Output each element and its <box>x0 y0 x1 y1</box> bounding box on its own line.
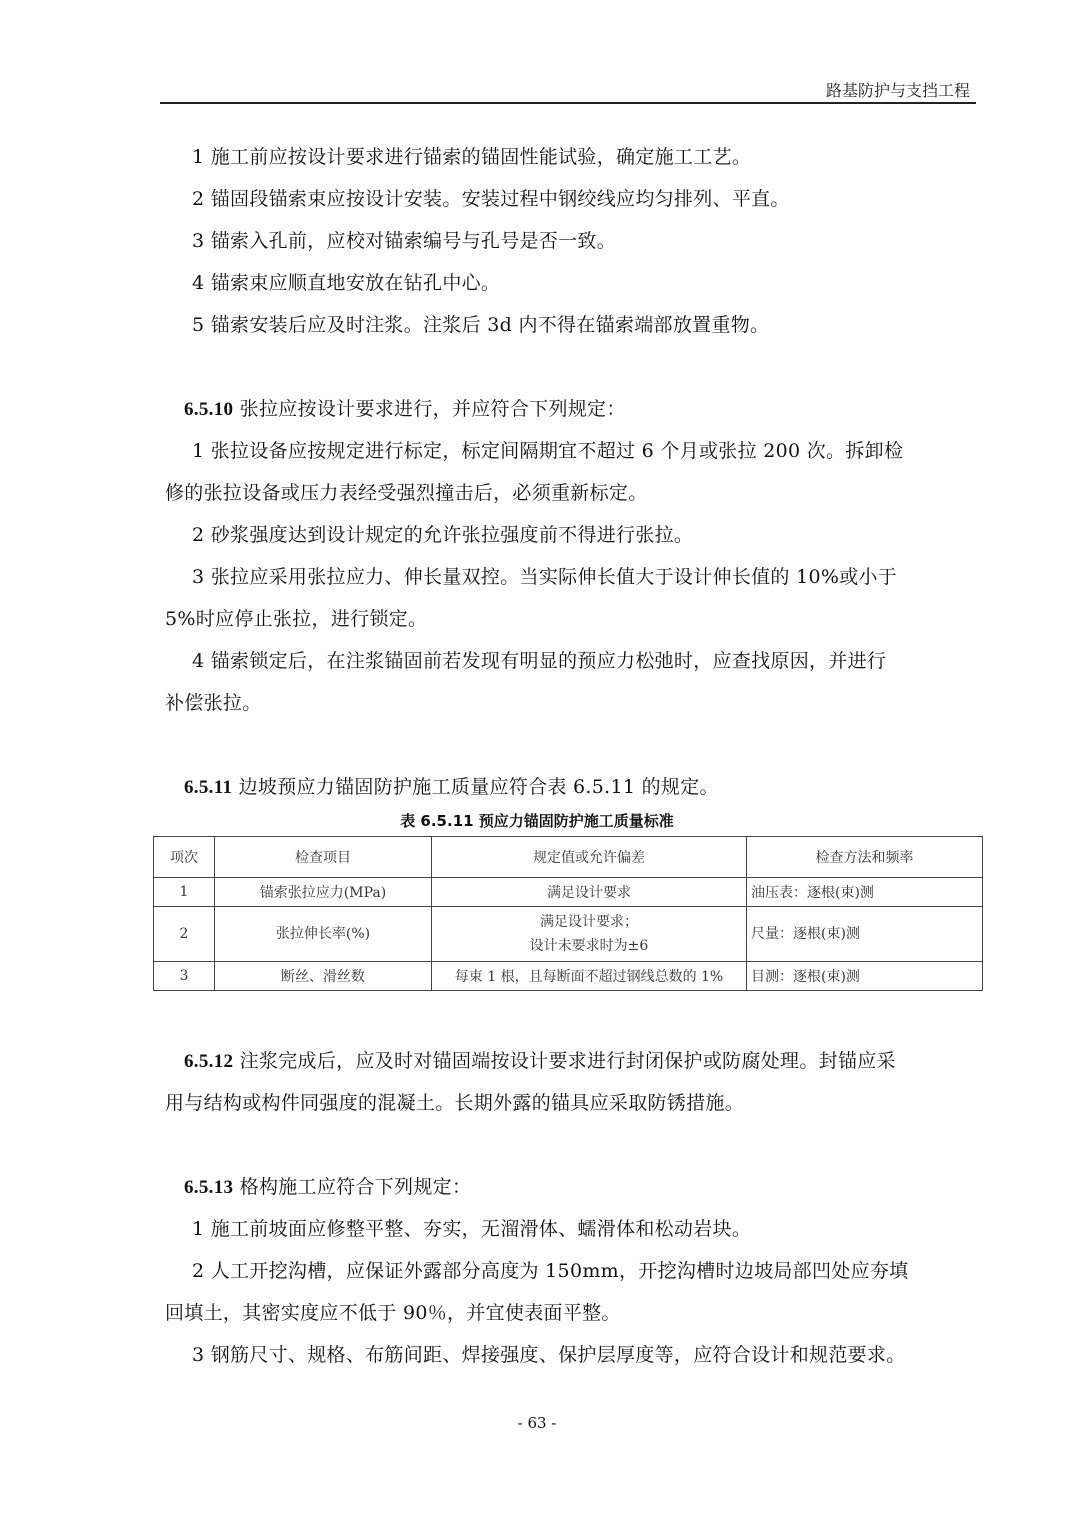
section-heading-6511 <box>184 772 719 799</box>
paragraph: 2 锚固段锚索束应按设计安装。安装过程中钢绞线应均匀排列、平直。 <box>192 188 790 210</box>
table-cell: 1 <box>154 878 215 907</box>
table-cell: 目测：逐根(束)测 <box>747 962 983 991</box>
section-heading-6510 <box>184 394 626 421</box>
paragraph: 回填土，其密实度应不低于 90％，并宜使表面平整。 <box>165 1302 621 1324</box>
section-heading-6513 <box>184 1172 471 1199</box>
paragraph: 补偿张拉。 <box>165 692 262 714</box>
paragraph: 4 锚索束应顺直地安放在钻孔中心。 <box>192 272 501 294</box>
table-row <box>154 907 983 962</box>
table-header-row <box>154 837 983 878</box>
cell-line: 设计未要求时为±6 <box>529 938 649 954</box>
table-cell: 油压表：逐根(束)测 <box>747 878 983 907</box>
section-number: 6.5.11 <box>184 777 233 798</box>
paragraph: 修的张拉设备或压力表经受强烈撞击后，必须重新标定。 <box>165 482 648 504</box>
table-cell: 断丝、滑丝数 <box>215 962 432 991</box>
paragraph: 3 张拉应采用张拉应力、伸长量双控。当实际伸长值大于设计伸长值的 10%或小于 <box>192 566 898 588</box>
column-header: 检查方法和频率 <box>747 837 983 878</box>
table-row <box>154 878 983 907</box>
table-cell: 每束 1 根，且每断面不超过钢线总数的 1% <box>432 962 747 991</box>
header-title: 路基防护与支挡工程 <box>825 81 970 100</box>
table-cell: 尺量：逐根(束)测 <box>747 907 983 962</box>
page-header <box>160 76 976 104</box>
page-number: - 63 - <box>517 1414 557 1432</box>
paragraph: 3 锚索入孔前，应校对锚索编号与孔号是否一致。 <box>192 230 617 252</box>
table-caption: 表 6.5.11 预应力锚固防护施工质量标准 <box>400 812 674 830</box>
paragraph: 5 锚索安装后应及时注浆。注浆后 3d 内不得在锚索端部放置重物。 <box>192 314 770 336</box>
column-header: 检查项目 <box>215 837 432 878</box>
paragraph: 2 砂浆强度达到设计规定的允许张拉强度前不得进行张拉。 <box>192 524 694 546</box>
section-number: 6.5.12 <box>184 1051 234 1072</box>
column-header: 项次 <box>154 837 215 878</box>
paragraph: 5%时应停止张拉，进行锁定。 <box>165 608 428 630</box>
table-cell: 满足设计要求 <box>432 878 747 907</box>
section-text: 注浆完成后，应及时对锚固端按设计要求进行封闭保护或防腐处理。封锚应采 <box>233 1050 896 1072</box>
column-header: 规定值或允许偏差 <box>432 837 747 878</box>
paragraph: 4 锚索锁定后，在注浆锚固前若发现有明显的预应力松弛时，应查找原因，并进行 <box>192 650 887 672</box>
section-heading-6512 <box>184 1046 896 1073</box>
table-cell: 锚索张拉应力(MPa) <box>215 878 432 907</box>
table-cell: 2 <box>154 907 215 962</box>
paragraph: 1 施工前应按设计要求进行锚索的锚固性能试验，确定施工工艺。 <box>192 146 752 168</box>
quality-standard-table <box>153 836 983 991</box>
section-title: 边坡预应力锚固防护施工质量应符合表 6.5.11 的规定。 <box>232 776 719 798</box>
section-number: 6.5.10 <box>184 399 234 420</box>
section-title: 格构施工应符合下列规定： <box>233 1176 472 1198</box>
table-cell <box>432 907 747 962</box>
cell-line: 满足设计要求； <box>540 914 638 930</box>
section-number: 6.5.13 <box>184 1177 234 1198</box>
table-row <box>154 962 983 991</box>
paragraph: 1 张拉设备应按规定进行标定，标定间隔期宜不超过 6 个月或张拉 200 次。拆卸检 <box>192 440 904 462</box>
table-cell: 张拉伸长率(%) <box>215 907 432 962</box>
paragraph: 1 施工前坡面应修整平整、夯实，无溜滑体、蠕滑体和松动岩块。 <box>192 1218 752 1240</box>
paragraph: 用与结构或构件同强度的混凝土。长期外露的锚具应采取防锈措施。 <box>165 1092 745 1114</box>
paragraph: 3 钢筋尺寸、规格、布筋间距、焊接强度、保护层厚度等，应符合设计和规范要求。 <box>192 1344 906 1366</box>
table-cell: 3 <box>154 962 215 991</box>
section-title: 张拉应按设计要求进行，并应符合下列规定： <box>233 398 626 420</box>
paragraph: 2 人工开挖沟槽，应保证外露部分高度为 150mm，开挖沟槽时边坡局部凹处应夯填 <box>192 1260 909 1282</box>
